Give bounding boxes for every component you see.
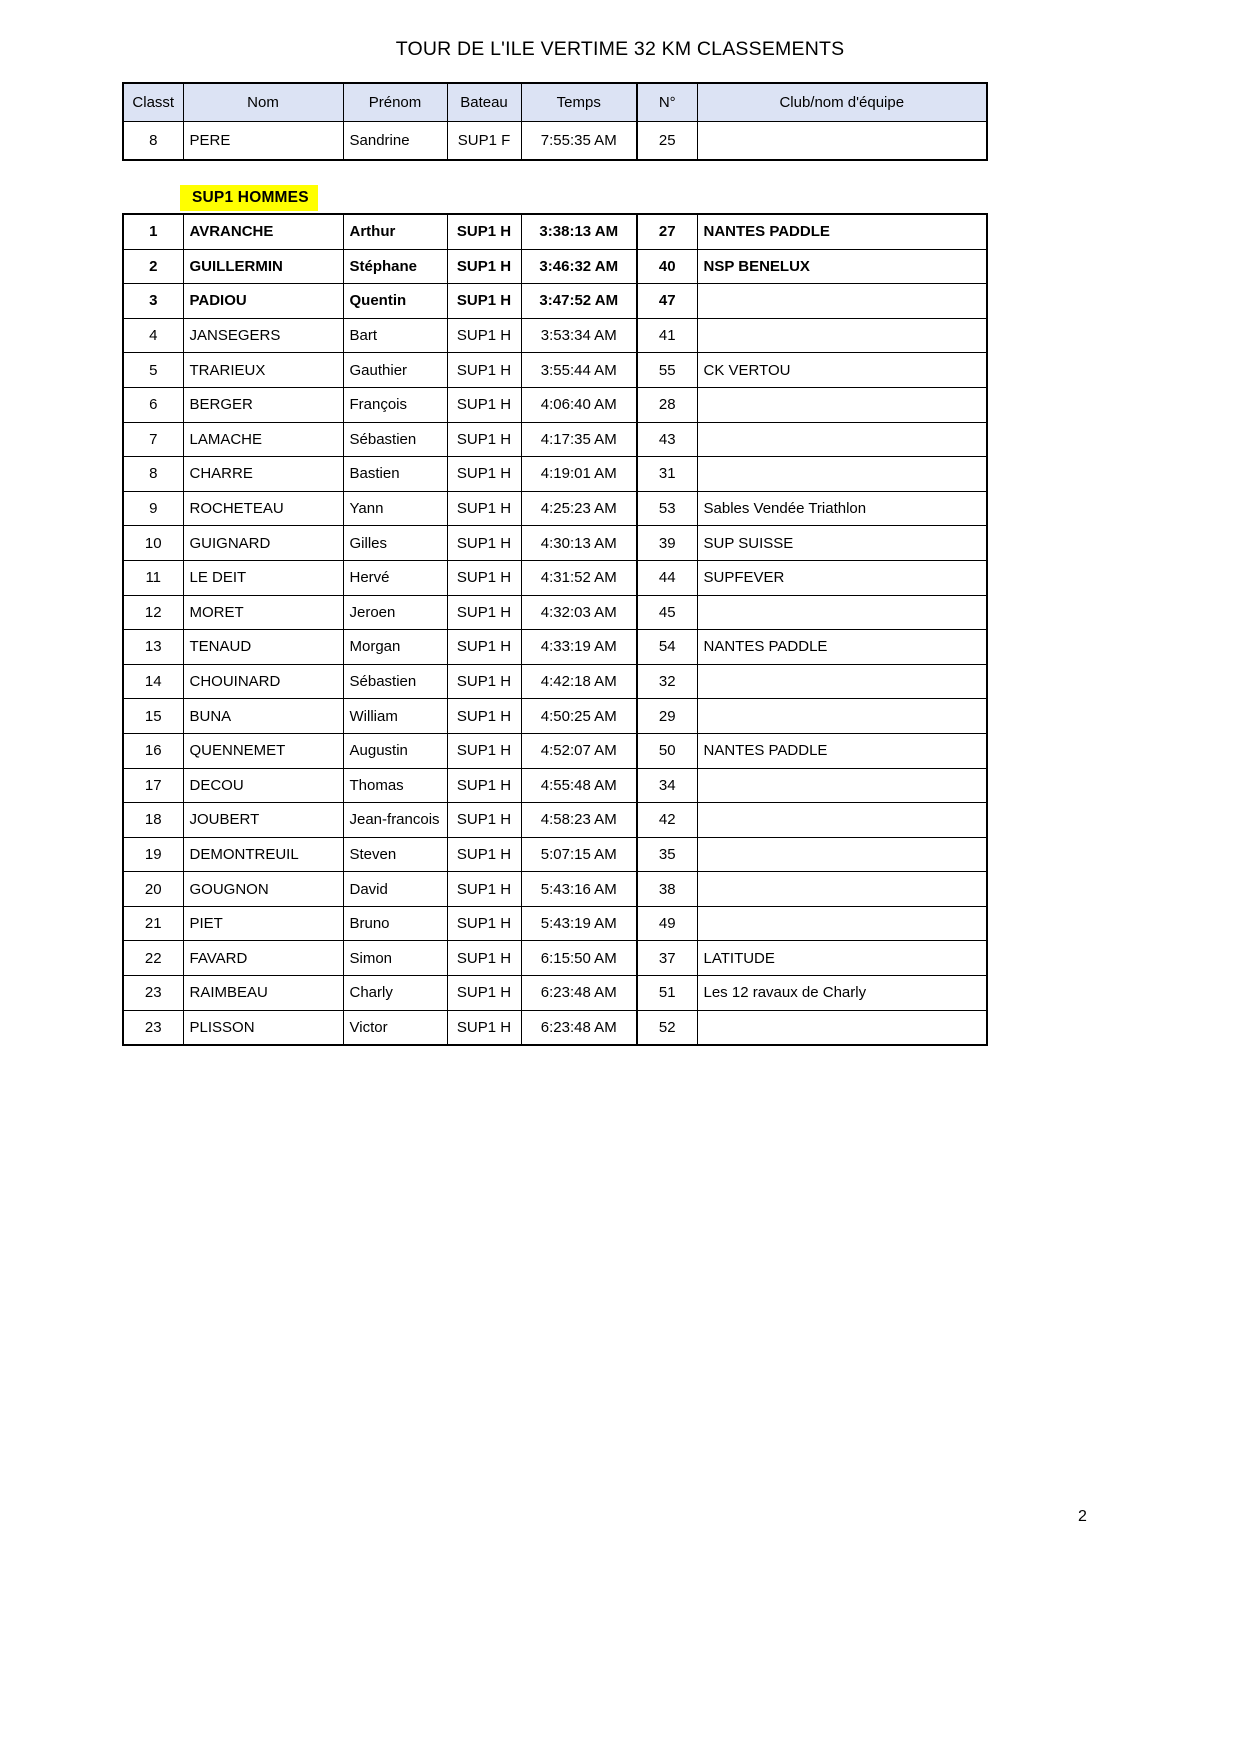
column-header-nom: Nom — [183, 83, 343, 122]
header-row — [123, 83, 987, 122]
cell-lastname: TRARIEUX — [183, 353, 343, 388]
column-header-numero: N° — [637, 83, 697, 122]
cell-lastname: CHARRE — [183, 457, 343, 492]
cell-firstname: Sébastien — [343, 422, 447, 457]
cell-club: CK VERTOU — [697, 353, 987, 388]
cell-boat: SUP1 H — [447, 249, 521, 284]
cell-time: 7:55:35 AM — [521, 122, 637, 161]
cell-bib-number: 47 — [637, 284, 697, 319]
cell-lastname: FAVARD — [183, 941, 343, 976]
table-header — [123, 83, 987, 122]
cell-boat: SUP1 H — [447, 941, 521, 976]
cell-bib-number: 32 — [637, 664, 697, 699]
cell-boat: SUP1 H — [447, 630, 521, 665]
cell-rank: 3 — [123, 284, 183, 319]
cell-time: 3:55:44 AM — [521, 353, 637, 388]
table-row — [123, 630, 987, 665]
cell-time: 5:07:15 AM — [521, 837, 637, 872]
cell-time: 4:33:19 AM — [521, 630, 637, 665]
cell-bib-number: 50 — [637, 733, 697, 768]
table-row — [123, 353, 987, 388]
cell-rank: 18 — [123, 803, 183, 838]
cell-lastname: LE DEIT — [183, 560, 343, 595]
cell-boat: SUP1 H — [447, 976, 521, 1011]
cell-lastname: GUILLERMIN — [183, 249, 343, 284]
cell-lastname: CHOUINARD — [183, 664, 343, 699]
cell-firstname: Steven — [343, 837, 447, 872]
cell-time: 4:25:23 AM — [521, 491, 637, 526]
cell-rank: 9 — [123, 491, 183, 526]
cell-bib-number: 35 — [637, 837, 697, 872]
table-row — [123, 872, 987, 907]
cell-rank: 5 — [123, 353, 183, 388]
cell-firstname: Gilles — [343, 526, 447, 561]
cell-club: NSP BENELUX — [697, 249, 987, 284]
cell-firstname: Arthur — [343, 214, 447, 249]
cell-time: 4:55:48 AM — [521, 768, 637, 803]
table-row — [123, 941, 987, 976]
table-row — [123, 837, 987, 872]
cell-rank: 15 — [123, 699, 183, 734]
cell-bib-number: 53 — [637, 491, 697, 526]
table-row — [123, 318, 987, 353]
cell-lastname: QUENNEMET — [183, 733, 343, 768]
cell-bib-number: 28 — [637, 387, 697, 422]
cell-firstname: Jean-francois — [343, 803, 447, 838]
table-row — [123, 214, 987, 249]
cell-lastname: BUNA — [183, 699, 343, 734]
cell-rank: 8 — [123, 457, 183, 492]
cell-rank: 8 — [123, 122, 183, 161]
cell-lastname: GOUGNON — [183, 872, 343, 907]
cell-time: 6:23:48 AM — [521, 976, 637, 1011]
cell-club — [697, 1010, 987, 1045]
cell-bib-number: 38 — [637, 872, 697, 907]
cell-club — [697, 595, 987, 630]
cell-boat: SUP1 H — [447, 595, 521, 630]
cell-boat: SUP1 H — [447, 664, 521, 699]
cell-boat: SUP1 H — [447, 491, 521, 526]
table-row — [123, 560, 987, 595]
cell-boat: SUP1 H — [447, 837, 521, 872]
cell-time: 4:50:25 AM — [521, 699, 637, 734]
cell-lastname: PADIOU — [183, 284, 343, 319]
cell-bib-number: 45 — [637, 595, 697, 630]
cell-rank: 14 — [123, 664, 183, 699]
cell-time: 6:23:48 AM — [521, 1010, 637, 1045]
cell-time: 4:17:35 AM — [521, 422, 637, 457]
table-row — [123, 491, 987, 526]
cell-lastname: AVRANCHE — [183, 214, 343, 249]
cell-time: 6:15:50 AM — [521, 941, 637, 976]
cell-boat: SUP1 H — [447, 387, 521, 422]
cell-time: 3:47:52 AM — [521, 284, 637, 319]
cell-lastname: PIET — [183, 906, 343, 941]
cell-bib-number: 51 — [637, 976, 697, 1011]
cell-club: NANTES PADDLE — [697, 733, 987, 768]
cell-firstname: Gauthier — [343, 353, 447, 388]
cell-lastname: BERGER — [183, 387, 343, 422]
table-row — [123, 1010, 987, 1045]
cell-rank: 7 — [123, 422, 183, 457]
continuation-results-table — [122, 82, 988, 161]
page-number: 2 — [1078, 1508, 1087, 1525]
cell-club — [697, 768, 987, 803]
cell-firstname: Yann — [343, 491, 447, 526]
page-title: TOUR DE L'ILE VERTIME 32 KM CLASSEMENTS — [395, 38, 845, 60]
column-header-bateau: Bateau — [447, 83, 521, 122]
cell-bib-number: 34 — [637, 768, 697, 803]
cell-rank: 6 — [123, 387, 183, 422]
cell-club — [697, 422, 987, 457]
cell-rank: 17 — [123, 768, 183, 803]
table-row — [123, 249, 987, 284]
cell-firstname: William — [343, 699, 447, 734]
cell-rank: 21 — [123, 906, 183, 941]
column-header-classt: Classt — [123, 83, 183, 122]
column-header-temps: Temps — [521, 83, 637, 122]
cell-club: LATITUDE — [697, 941, 987, 976]
cell-time: 3:46:32 AM — [521, 249, 637, 284]
cell-time: 4:52:07 AM — [521, 733, 637, 768]
cell-rank: 10 — [123, 526, 183, 561]
sup1-hommes-results-table — [122, 213, 988, 1046]
cell-bib-number: 54 — [637, 630, 697, 665]
cell-time: 4:32:03 AM — [521, 595, 637, 630]
cell-rank: 20 — [123, 872, 183, 907]
cell-club — [697, 837, 987, 872]
cell-boat: SUP1 H — [447, 733, 521, 768]
table-row — [123, 387, 987, 422]
cell-time: 4:30:13 AM — [521, 526, 637, 561]
cell-club: Sables Vendée Triathlon — [697, 491, 987, 526]
cell-rank: 2 — [123, 249, 183, 284]
cell-bib-number: 41 — [637, 318, 697, 353]
table-row — [123, 768, 987, 803]
cell-rank: 22 — [123, 941, 183, 976]
cell-lastname: JOUBERT — [183, 803, 343, 838]
cell-club: SUP SUISSE — [697, 526, 987, 561]
cell-boat: SUP1 H — [447, 214, 521, 249]
cell-boat: SUP1 H — [447, 872, 521, 907]
cell-firstname: Bastien — [343, 457, 447, 492]
cell-time: 3:38:13 AM — [521, 214, 637, 249]
cell-bib-number: 31 — [637, 457, 697, 492]
cell-lastname: PERE — [183, 122, 343, 161]
cell-bib-number: 44 — [637, 560, 697, 595]
cell-firstname: François — [343, 387, 447, 422]
cell-bib-number: 39 — [637, 526, 697, 561]
cell-firstname: Charly — [343, 976, 447, 1011]
cell-club — [697, 872, 987, 907]
cell-lastname: PLISSON — [183, 1010, 343, 1045]
cell-lastname: RAIMBEAU — [183, 976, 343, 1011]
cell-rank: 4 — [123, 318, 183, 353]
cell-lastname: DECOU — [183, 768, 343, 803]
table-row — [123, 284, 987, 319]
table-row — [123, 595, 987, 630]
cell-lastname: ROCHETEAU — [183, 491, 343, 526]
cell-boat: SUP1 H — [447, 284, 521, 319]
cell-time: 3:53:34 AM — [521, 318, 637, 353]
cell-lastname: DEMONTREUIL — [183, 837, 343, 872]
cell-rank: 13 — [123, 630, 183, 665]
cell-firstname: Simon — [343, 941, 447, 976]
cell-lastname: LAMACHE — [183, 422, 343, 457]
cell-lastname: TENAUD — [183, 630, 343, 665]
cell-firstname: Thomas — [343, 768, 447, 803]
cell-bib-number: 52 — [637, 1010, 697, 1045]
cell-firstname: Quentin — [343, 284, 447, 319]
cell-club: NANTES PADDLE — [697, 214, 987, 249]
cell-boat: SUP1 H — [447, 768, 521, 803]
cell-rank: 11 — [123, 560, 183, 595]
cell-rank: 23 — [123, 976, 183, 1011]
cell-club — [697, 122, 987, 161]
cell-club: Les 12 ravaux de Charly — [697, 976, 987, 1011]
cell-boat: SUP1 F — [447, 122, 521, 161]
cell-time: 5:43:16 AM — [521, 872, 637, 907]
cell-club — [697, 457, 987, 492]
table-row — [123, 699, 987, 734]
main-table-body — [123, 214, 987, 1045]
cell-time: 5:43:19 AM — [521, 906, 637, 941]
cell-lastname: GUIGNARD — [183, 526, 343, 561]
table-row — [123, 457, 987, 492]
cell-firstname: Sandrine — [343, 122, 447, 161]
cell-bib-number: 55 — [637, 353, 697, 388]
table-row — [123, 733, 987, 768]
cell-bib-number: 42 — [637, 803, 697, 838]
table-row — [123, 122, 987, 161]
cell-club: SUPFEVER — [697, 560, 987, 595]
cell-firstname: Sébastien — [343, 664, 447, 699]
cell-boat: SUP1 H — [447, 422, 521, 457]
cell-club — [697, 803, 987, 838]
cell-bib-number: 40 — [637, 249, 697, 284]
cell-boat: SUP1 H — [447, 353, 521, 388]
column-header-prenom: Prénom — [343, 83, 447, 122]
cell-time: 4:42:18 AM — [521, 664, 637, 699]
cell-bib-number: 25 — [637, 122, 697, 161]
cell-firstname: Morgan — [343, 630, 447, 665]
cell-firstname: Bruno — [343, 906, 447, 941]
cell-firstname: Jeroen — [343, 595, 447, 630]
continuation-table-body — [123, 122, 987, 161]
cell-firstname: Stéphane — [343, 249, 447, 284]
table-row — [123, 906, 987, 941]
cell-rank: 19 — [123, 837, 183, 872]
cell-time: 4:06:40 AM — [521, 387, 637, 422]
cell-rank: 1 — [123, 214, 183, 249]
cell-rank: 16 — [123, 733, 183, 768]
cell-bib-number: 43 — [637, 422, 697, 457]
table-row — [123, 803, 987, 838]
cell-boat: SUP1 H — [447, 803, 521, 838]
cell-boat: SUP1 H — [447, 1010, 521, 1045]
cell-lastname: JANSEGERS — [183, 318, 343, 353]
cell-bib-number: 49 — [637, 906, 697, 941]
cell-club — [697, 318, 987, 353]
category-banner-sup1-hommes: SUP1 HOMMES — [180, 185, 318, 211]
cell-club: NANTES PADDLE — [697, 630, 987, 665]
cell-firstname: Bart — [343, 318, 447, 353]
table-row — [123, 526, 987, 561]
table-row — [123, 664, 987, 699]
cell-bib-number: 29 — [637, 699, 697, 734]
cell-club — [697, 699, 987, 734]
cell-boat: SUP1 H — [447, 699, 521, 734]
cell-time: 4:31:52 AM — [521, 560, 637, 595]
cell-boat: SUP1 H — [447, 318, 521, 353]
cell-bib-number: 27 — [637, 214, 697, 249]
cell-boat: SUP1 H — [447, 560, 521, 595]
cell-rank: 23 — [123, 1010, 183, 1045]
cell-club — [697, 284, 987, 319]
column-header-club: Club/nom d'équipe — [697, 83, 987, 122]
cell-boat: SUP1 H — [447, 526, 521, 561]
cell-boat: SUP1 H — [447, 906, 521, 941]
cell-time: 4:58:23 AM — [521, 803, 637, 838]
table-row — [123, 976, 987, 1011]
cell-club — [697, 387, 987, 422]
cell-lastname: MORET — [183, 595, 343, 630]
table-row — [123, 422, 987, 457]
cell-firstname: Hervé — [343, 560, 447, 595]
cell-bib-number: 37 — [637, 941, 697, 976]
cell-club — [697, 664, 987, 699]
cell-club — [697, 906, 987, 941]
cell-firstname: Victor — [343, 1010, 447, 1045]
cell-time: 4:19:01 AM — [521, 457, 637, 492]
cell-boat: SUP1 H — [447, 457, 521, 492]
cell-firstname: Augustin — [343, 733, 447, 768]
cell-firstname: David — [343, 872, 447, 907]
cell-rank: 12 — [123, 595, 183, 630]
